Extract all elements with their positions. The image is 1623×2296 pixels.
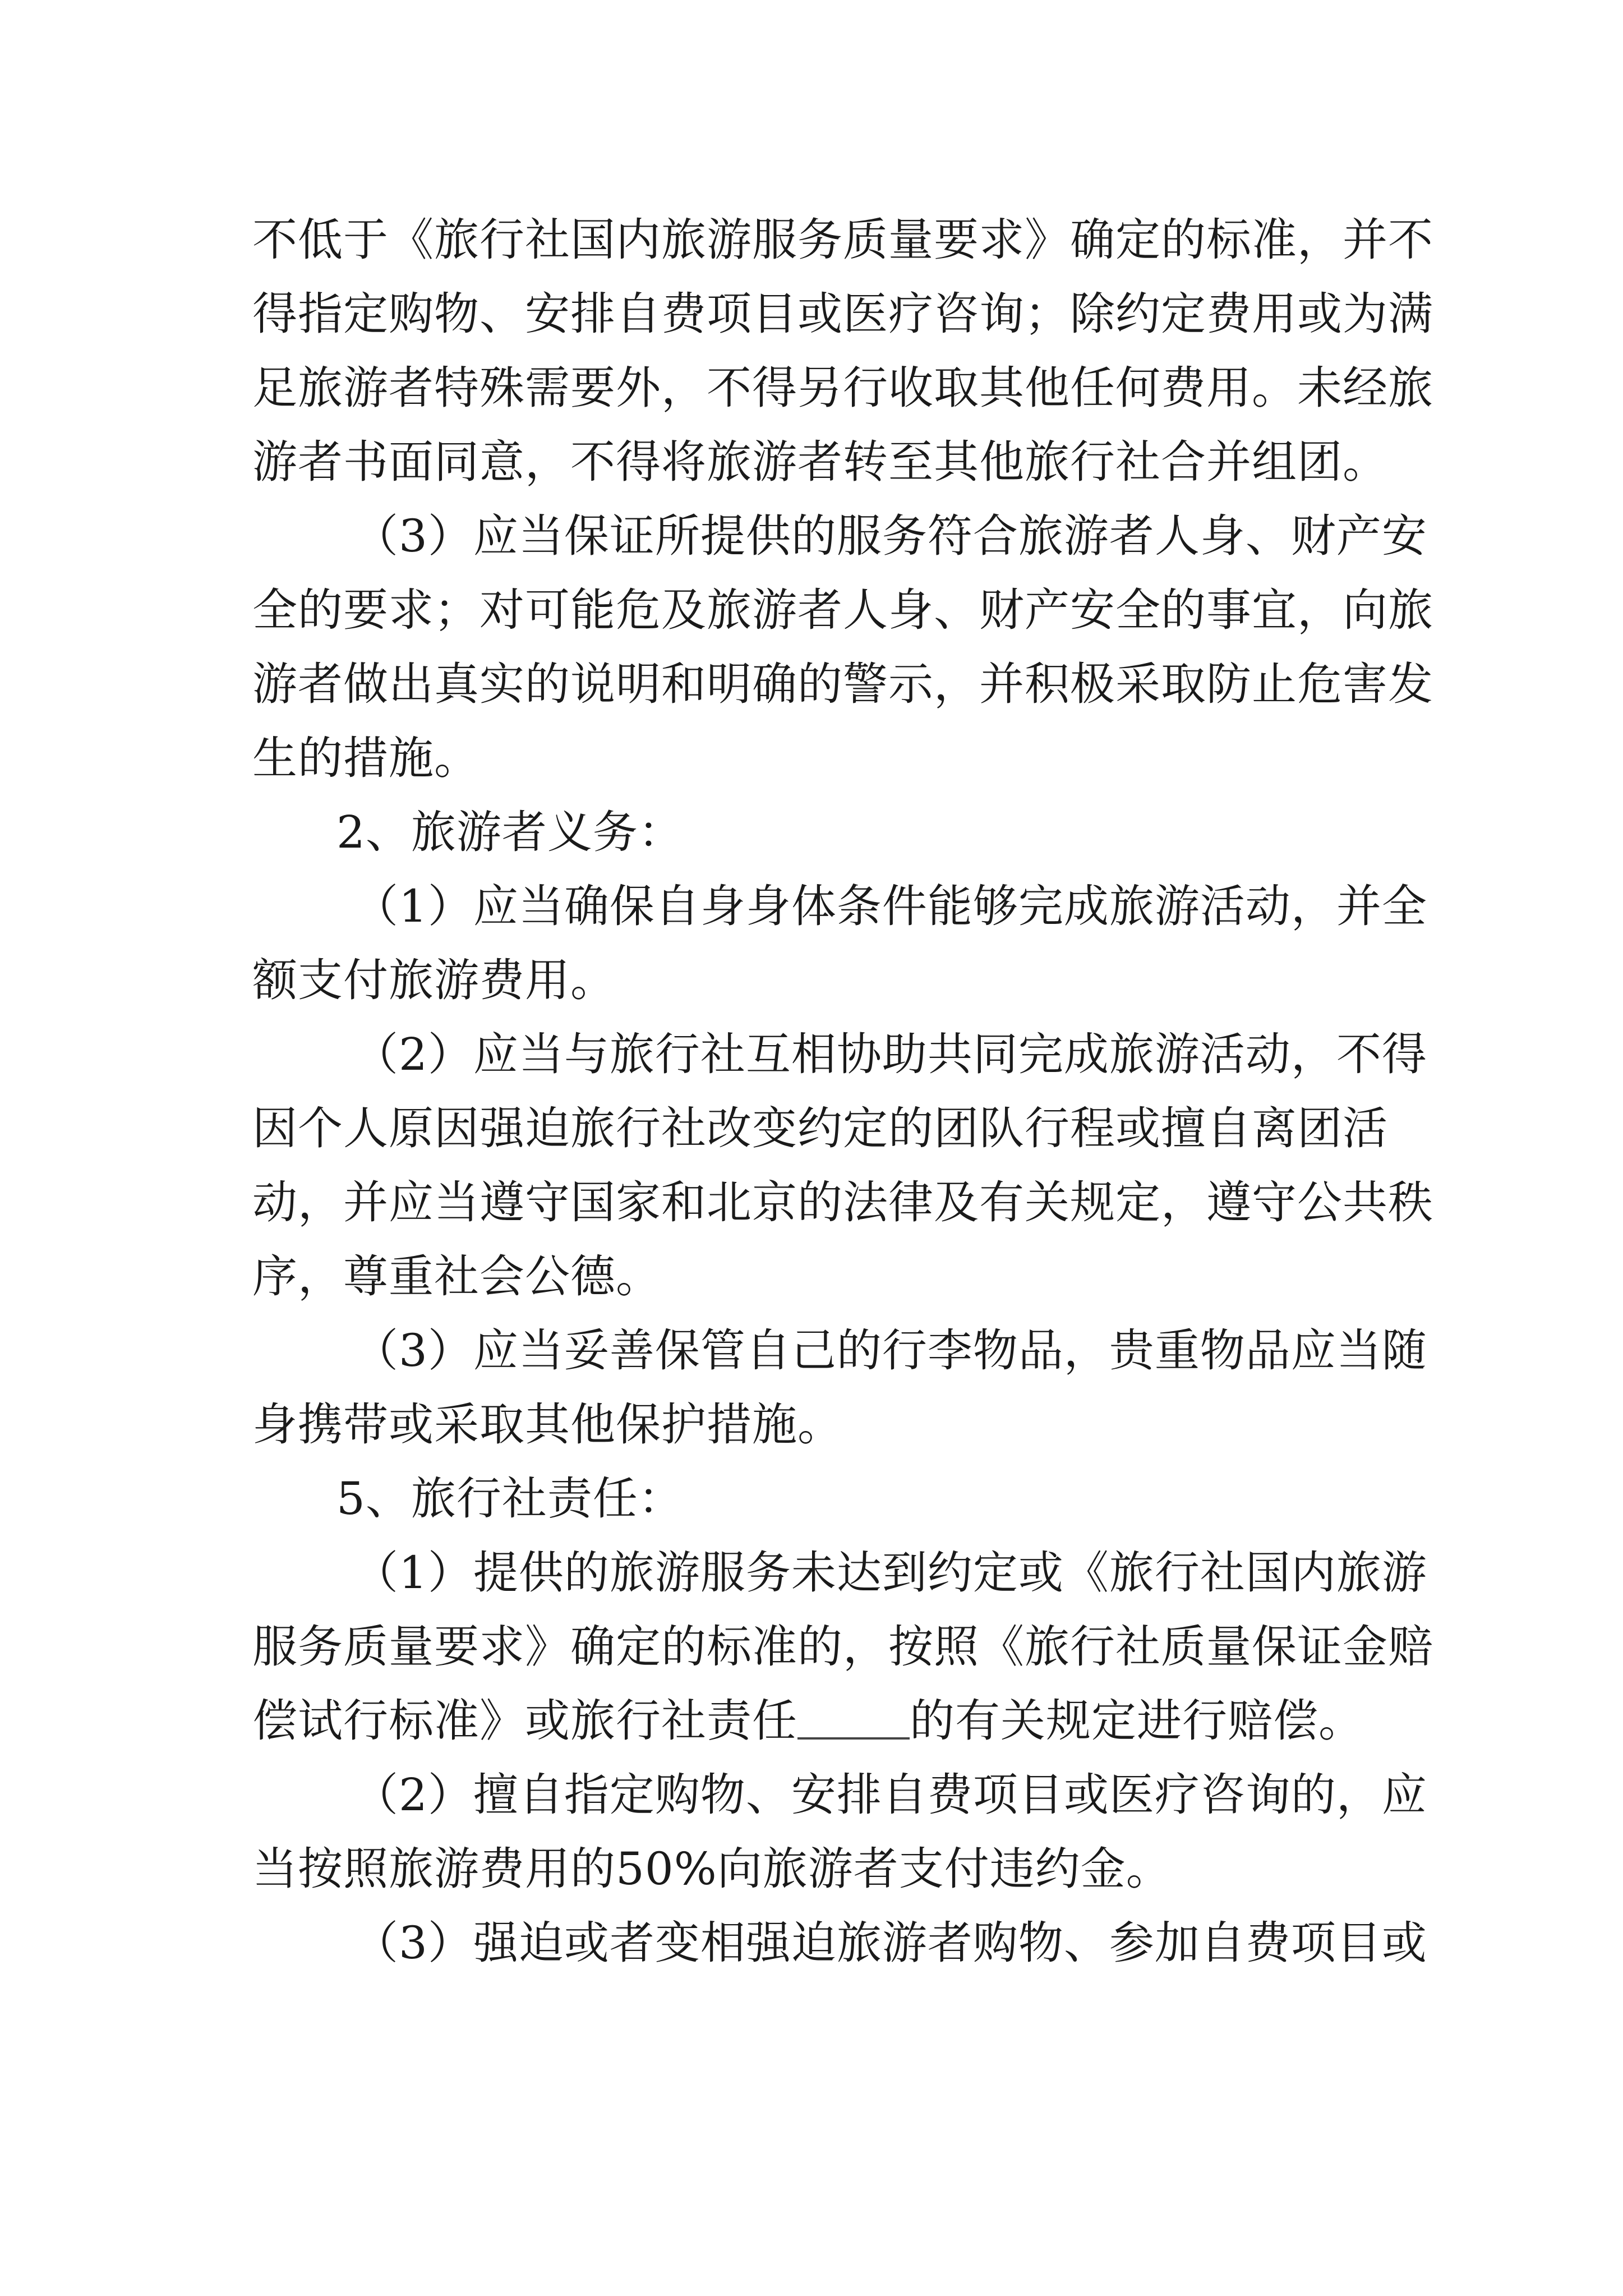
text-line: （1）提供的旅游服务未达到约定或《旅行社国内旅游: [353, 1547, 1427, 1599]
document-page: [252, 203, 1433, 1980]
paragraph-agency-obligation-3: [252, 499, 1433, 795]
text-line: 游者书面同意，不得将旅游者转至其他旅行社合并组团。: [252, 436, 1388, 488]
text-line: 因个人原因强迫旅行社改变约定的团队行程或擅自离团活: [252, 1102, 1388, 1154]
text-line: 服务质量要求》确定的标准的，按照《旅行社质量保证金赔: [252, 1621, 1433, 1673]
text-line: 游者做出真实的说明和明确的警示，并积极采取防止危害发: [252, 658, 1433, 710]
paragraph-liability-3: [252, 1906, 1427, 1980]
text-before-blank: 偿试行标准》或旅行社责任: [252, 1695, 797, 1747]
paragraph-liability-1: [252, 1536, 1433, 1758]
text-line: 动，并应当遵守国家和北京的法律及有关规定，遵守公共秩: [252, 1176, 1433, 1228]
text-line: 足旅游者特殊需要外，不得另行收取其他任何费用。未经旅: [252, 362, 1433, 414]
paragraph-tourist-duty-2: [252, 1018, 1433, 1314]
text-line: 得指定购物、安排自费项目或医疗咨询；除约定费用或为满: [252, 288, 1433, 340]
text-line: （3）应当妥善保管自己的行李物品，贵重物品应当随: [353, 1324, 1427, 1377]
text-line: （3）强迫或者变相强迫旅游者购物、参加自费项目或: [353, 1917, 1427, 1969]
paragraph-tourist-duty-3: [252, 1314, 1427, 1462]
section-heading-agency-liability: 5、旅行社责任：: [336, 1473, 684, 1525]
text-line: 全的要求；对可能危及旅游者人身、财产安全的事宜，向旅: [252, 584, 1433, 636]
section-heading-tourist-duties: 2、旅游者义务：: [336, 806, 684, 858]
text-line: 生的措施。: [252, 732, 479, 784]
text-after-blank: 的有关规定进行赔偿。: [910, 1695, 1364, 1747]
text-line: 当按照旅游费用的50%向旅游者支付违约金。: [252, 1843, 1172, 1895]
paragraph-tourist-duty-1: [252, 869, 1427, 1018]
fill-in-blank[interactable]: [797, 1698, 910, 1740]
text-line: 不低于《旅行社国内旅游服务质量要求》确定的标准，并不: [252, 214, 1433, 266]
text-line: 序，尊重社会公德。: [252, 1250, 661, 1303]
text-line: （1）应当确保自身身体条件能够完成旅游活动，并全: [353, 880, 1427, 932]
text-line: （2）擅自指定购物、安排自费项目或医疗咨询的，应: [353, 1769, 1427, 1821]
text-line: 额支付旅游费用。: [252, 954, 616, 1006]
text-line: （2）应当与旅行社互相协助共同完成旅游活动，不得: [353, 1028, 1427, 1080]
text-line: 身携带或采取其他保护措施。: [252, 1398, 843, 1451]
paragraph-liability-2: [252, 1758, 1427, 1906]
text-line-with-blank: [252, 1684, 1385, 1758]
paragraph-intro: [252, 203, 1433, 499]
text-line: （3）应当保证所提供的服务符合旅游者人身、财产安: [353, 510, 1427, 562]
